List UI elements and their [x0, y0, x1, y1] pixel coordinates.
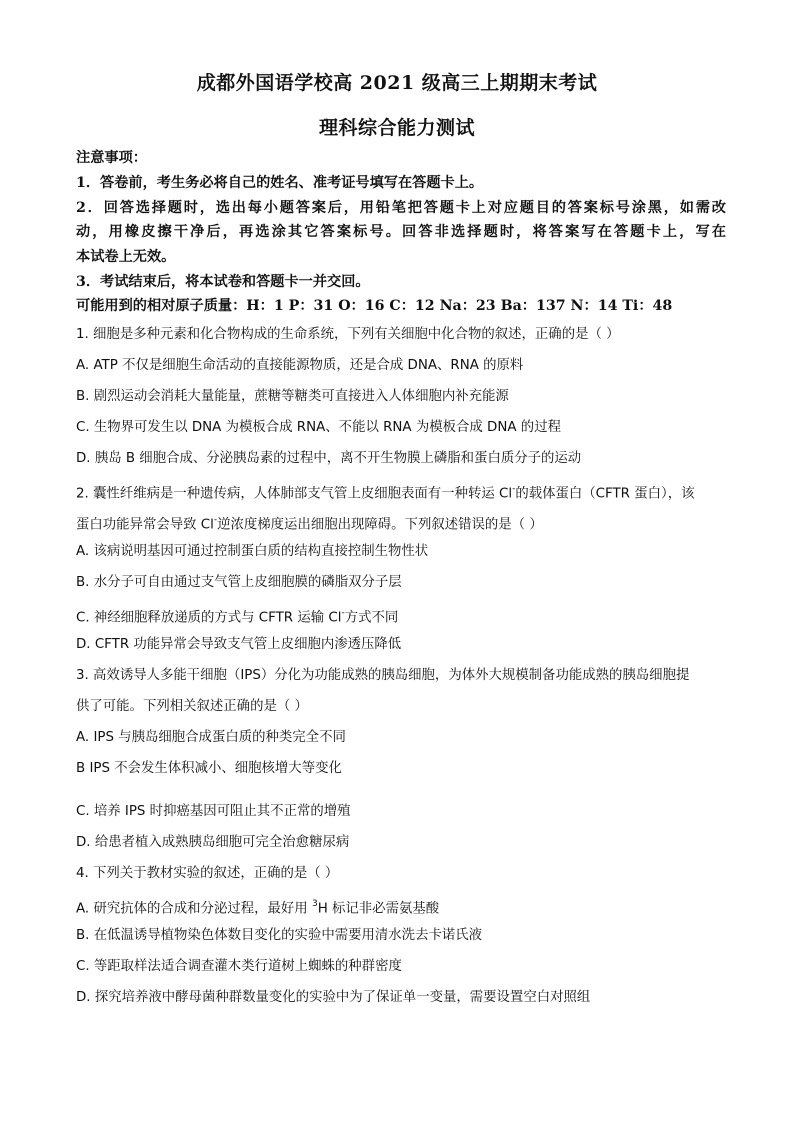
q3-stem-line-2: 供了可能。下列相关叙述正确的是（ ） — [76, 699, 308, 714]
q2-option-a: A. 该病说明基因可通过控制蛋白质的结构直接控制生物性状 — [76, 544, 429, 559]
page-subtitle: 理科综合能力测试 — [318, 117, 475, 139]
q3-option-c: C. 培养 IPS 时抑癌基因可阻止其不正常的增殖 — [76, 804, 351, 819]
q3-option-d: D. 给患者植入成熟胰岛细胞可完全治愈糖尿病 — [76, 835, 350, 850]
q2-option-c — [76, 605, 726, 627]
q4-option-b: B. 在低温诱导植物染色体数目变化的实验中需要用清水洗去卡诺氏液 — [76, 928, 483, 943]
q3-option-b: B IPS 不会发生体积减小、细胞核增大等变化 — [76, 761, 342, 776]
q3-stem-line-1: 3. 高效诱导人多能干细胞（IPS）分化为功能成熟的胰岛细胞，为体外大规模制备功能成熟的胰岛细胞提 — [76, 668, 690, 683]
notice-item-3: 3．考试结束后，将本试卷和答题卡一并交回。 — [76, 274, 370, 290]
q4-option-a-text-a: A. 研究抗体的合成和分泌过程，最好用 — [76, 901, 312, 917]
page-title: 成都外国语学校高 2021 级高三上期期末考试 — [196, 72, 598, 94]
q2-option-d: D. CFTR 功能异常会导致支气管上皮细胞内渗透压降低 — [76, 637, 402, 652]
q1-option-c: C. 生物界可发生以 DNA 为模板合成 RNA、不能以 RNA 为模板合成 DNA 的过程 — [76, 420, 561, 435]
notice-item-2-line-3: 本试卷上无效。 — [76, 249, 176, 265]
q2-stem-line-1 — [76, 481, 726, 503]
q4-option-a — [76, 896, 726, 918]
superscript: 3 — [311, 899, 318, 909]
q1-option-b: B. 剧烈运动会消耗大量能量，蔗糖等糖类可直接进入人体细胞内补充能源 — [76, 389, 509, 404]
q2-stem-line-1-text-a: 2. 囊性纤维病是一种遗传病，人体肺部支气管上皮细胞表面有一种转运 Cl — [76, 486, 513, 502]
q4-option-d: D. 探究培养液中酵母菌种群数量变化的实验中为了保证单一变量，需要设置空白对照组 — [76, 990, 591, 1005]
atomic-masses: 可能用到的相对原子质量：H：1 P：31 O：16 C：12 Na：23 Ba：137 N：14 Ti：48 — [76, 298, 673, 314]
q2-stem-line-1-text-b: 的载体蛋白（CFTR 蛋白），该 — [515, 486, 695, 502]
q1-option-d: D. 胰岛 B 细胞合成、分泌胰岛素的过程中，离不开生物膜上磷脂和蛋白质分子的运动 — [76, 451, 582, 466]
notice-heading: 注意事项： — [76, 150, 147, 166]
q2-option-c-text-b: 方式不同 — [344, 610, 399, 626]
q1-option-a: A. ATP 不仅是细胞生命活动的直接能源物质，还是合成 DNA、RNA 的原料 — [76, 358, 524, 373]
notice-item-2-line-1: 2．回答选择题时，选出每小题答案后，用铅笔把答题卡上对应题目的答案标号涂黑，如需改 — [76, 200, 726, 216]
q1-stem: 1. 细胞是多种元素和化合物构成的生命系统，下列有关细胞中化合物的叙述，正确的是（ ） — [76, 327, 620, 342]
q3-option-a: A. IPS 与胰岛细胞合成蛋白质的种类完全不同 — [76, 730, 346, 745]
q2-stem-line-2-text-b: 逆浓度梯度运出细胞出现障碍。下列叙述错误的是（ ） — [217, 517, 543, 533]
q4-option-c: C. 等距取样法适合调查灌木类行道树上蜘蛛的种群密度 — [76, 959, 402, 974]
q2-stem-line-2-text-a: 蛋白功能异常会导致 Cl — [76, 517, 214, 533]
notice-item-2-line-2: 动，用橡皮擦干净后，再选涂其它答案标号。回答非选择题时，将答案写在答题卡上，写在 — [76, 224, 726, 240]
notice-item-1: 1．答卷前，考生务必将自己的姓名、准考证号填写在答题卡上。 — [76, 175, 484, 191]
q2-option-b: B. 水分子可自由通过支气管上皮细胞膜的磷脂双分子层 — [76, 575, 402, 590]
q2-option-c-text-a: C. 神经细胞释放递质的方式与 CFTR 运输 Cl — [76, 610, 342, 626]
q4-option-a-text-b: H 标记非必需氨基酸 — [317, 901, 440, 917]
superscript: - — [512, 484, 516, 494]
q2-stem-line-2 — [76, 512, 726, 534]
superscript: - — [341, 608, 345, 618]
q4-stem: 4. 下列关于教材实验的叙述，正确的是（ ） — [76, 866, 339, 881]
superscript: - — [213, 515, 218, 525]
